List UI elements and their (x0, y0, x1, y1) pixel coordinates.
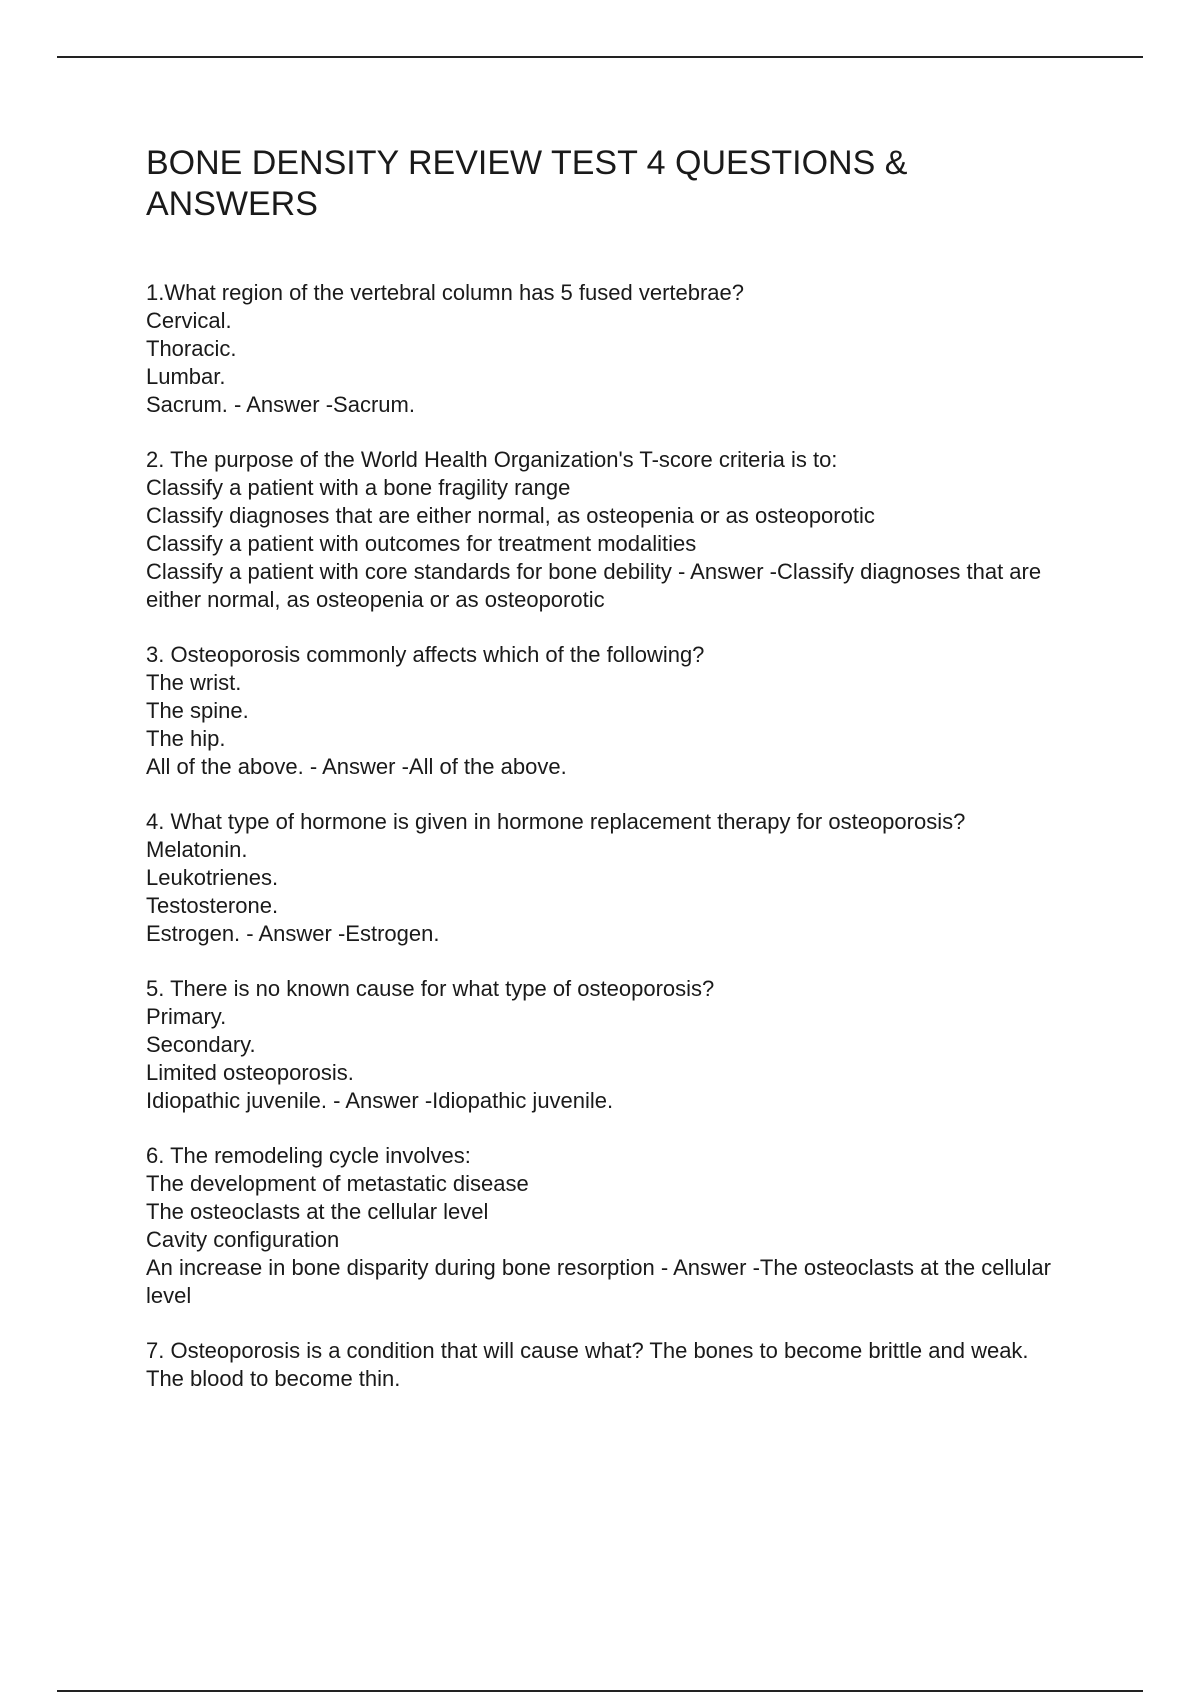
question-text: 6. The remodeling cycle involves: (146, 1143, 471, 1168)
answer-option: Classify diagnoses that are either normal, as osteopenia or as osteoporotic (146, 503, 875, 528)
document-body (146, 143, 1086, 1420)
answer-option: Melatonin. (146, 837, 248, 862)
question-text: 3. Osteoporosis commonly affects which of the following? (146, 642, 705, 667)
answer-option: Limited osteoporosis. (146, 1060, 354, 1085)
answer-option-with-key: An increase in bone disparity during bone resorption - Answer -The osteoclasts at the cellular level (146, 1255, 1051, 1308)
answer-option-with-key: Idiopathic juvenile. - Answer -Idiopathic juvenile. (146, 1088, 614, 1113)
question-text: 4. What type of hormone is given in hormone replacement therapy for osteoporosis? (146, 809, 966, 834)
answer-option: The wrist. (146, 670, 242, 695)
answer-option: Cervical. (146, 308, 232, 333)
question-5 (146, 975, 1086, 1115)
answer-option: Cavity configuration (146, 1227, 340, 1252)
question-text: 2. The purpose of the World Health Organization's T-score criteria is to: (146, 447, 838, 472)
question-text: 1.What region of the vertebral column has 5 fused vertebrae? (146, 280, 745, 305)
question-3 (146, 641, 1086, 781)
page-title: BONE DENSITY REVIEW TEST 4 QUESTIONS & ANSWERS (146, 144, 908, 223)
answer-option: Testosterone. (146, 893, 279, 918)
answer-option: Classify a patient with a bone fragility range (146, 475, 571, 500)
answer-option: Lumbar. (146, 364, 226, 389)
question-7 (146, 1337, 1086, 1393)
bottom-divider (57, 1690, 1143, 1692)
answer-option: The spine. (146, 698, 249, 723)
answer-option-with-key: All of the above. - Answer -All of the above. (146, 754, 567, 779)
question-2 (146, 446, 1086, 614)
question-6 (146, 1142, 1086, 1310)
top-divider (57, 56, 1143, 58)
answer-option-with-key: Sacrum. - Answer -Sacrum. (146, 392, 415, 417)
answer-option: Secondary. (146, 1032, 256, 1057)
answer-option: The blood to become thin. (146, 1366, 401, 1391)
question-text: 7. Osteoporosis is a condition that will cause what? The bones to become brittle and weak. (146, 1338, 1029, 1363)
question-1 (146, 279, 1086, 419)
answer-option: Classify a patient with outcomes for treatment modalities (146, 531, 697, 556)
answer-option: The osteoclasts at the cellular level (146, 1199, 489, 1224)
question-4 (146, 808, 1086, 948)
answer-option-with-key: Estrogen. - Answer -Estrogen. (146, 921, 440, 946)
answer-option: Primary. (146, 1004, 227, 1029)
answer-option: Leukotrienes. (146, 865, 279, 890)
answer-option: The development of metastatic disease (146, 1171, 529, 1196)
answer-option: Thoracic. (146, 336, 237, 361)
answer-option: The hip. (146, 726, 226, 751)
question-text: 5. There is no known cause for what type of osteoporosis? (146, 976, 715, 1001)
answer-option-with-key: Classify a patient with core standards for bone debility - Answer -Classify diagnoses that are either normal, as osteopenia or as osteoporotic (146, 559, 1042, 612)
